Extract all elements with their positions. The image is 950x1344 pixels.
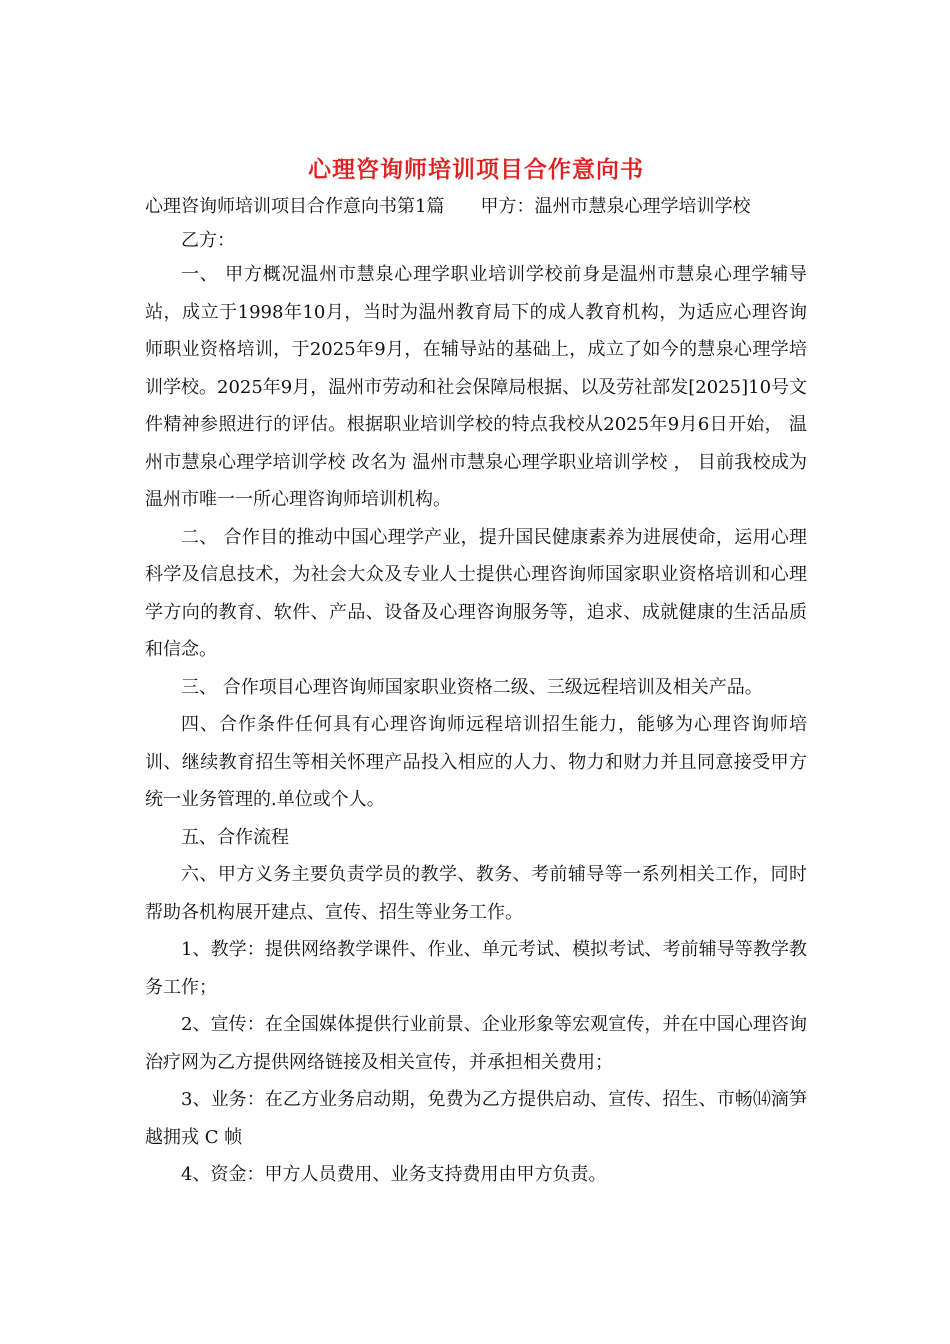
paragraph-publicity: 2、宣传：在全国媒体提供行业前景、企业形象等宏观宣传，并在中国心理咨询治疗网为乙方提供网络链接及相关宣传，并承担相关费用； <box>145 1014 807 1073</box>
paragraph-conditions: 四、合作条件任何具有心理咨询师远程培训招生能力，能够为心理咨询师培训、继续教育招生等相关怀理产品投入相应的人力、物力和财力并且同意接受甲方统一业务管理的.单位或个人。 <box>145 714 807 810</box>
paragraph-teaching: 1、教学：提供网络教学课件、作业、单元考试、模拟考试、考前辅导等教学教务工作； <box>145 939 807 998</box>
paragraph-project: 三、 合作项目心理咨询师国家职业资格二级、三级远程培训及相关产品。 <box>181 676 763 698</box>
paragraph-purpose: 二、 合作目的推动中国心理学产业，提升国民健康素养为进展使命，运用心理科学及信息技术，为社会大众及专业人士提供心理咨询师国家职业资格培训和心理学方向的教育、软件、产品、设备及心理咨询服务等，追求、成就健康的生活品质和信念。 <box>145 526 807 660</box>
document-title: 心理咨询师培训项目合作意向书 <box>308 156 644 183</box>
party-b: 乙方： <box>181 230 235 251</box>
paragraph-business: 3、业务：在乙方业务启动期，免费为乙方提供启动、宣传、招生、市畅⒁滴笋越拥戎 C 帧 <box>145 1089 807 1148</box>
paragraph-process: 五、合作流程 <box>181 826 289 848</box>
subtitle-line <box>145 192 807 222</box>
document-page <box>145 150 807 1194</box>
paragraph-funding: 4、资金：甲方人员费用、业务支持费用由甲方负责。 <box>181 1164 607 1185</box>
subtitle-left: 心理咨询师培训项目合作意向书第1篇 <box>145 196 445 217</box>
paragraph-overview: 一、 甲方概况温州市慧泉心理学职业培训学校前身是温州市慧泉心理学辅导站，成立于1998年10月，当时为温州教育局下的成人教育机构，为适应心理咨询师职业资格培训，于2025年9月，在辅导站的基础上，成立了如今的慧泉心理学培训学校。2025年9月，温州市劳动和社会保障局根据、以及劳社部发[2025]10号文件精神参照进行的评估。根据职业培训学校的特点我校从2025年9月6日开始， 温州市慧泉心理学培训学校 改名为 温州市慧泉心理学职业培训学校 ， 目前我校成为温州市唯一一所心理咨询师培训机构。 <box>145 264 808 510</box>
party-a: 甲方：温州市慧泉心理学培训学校 <box>480 196 751 217</box>
paragraph-obligations: 六、甲方义务主要负责学员的教学、教务、考前辅导等一系列相关工作，同时帮助各机构展开建点、宣传、招生等业务工作。 <box>145 864 807 923</box>
